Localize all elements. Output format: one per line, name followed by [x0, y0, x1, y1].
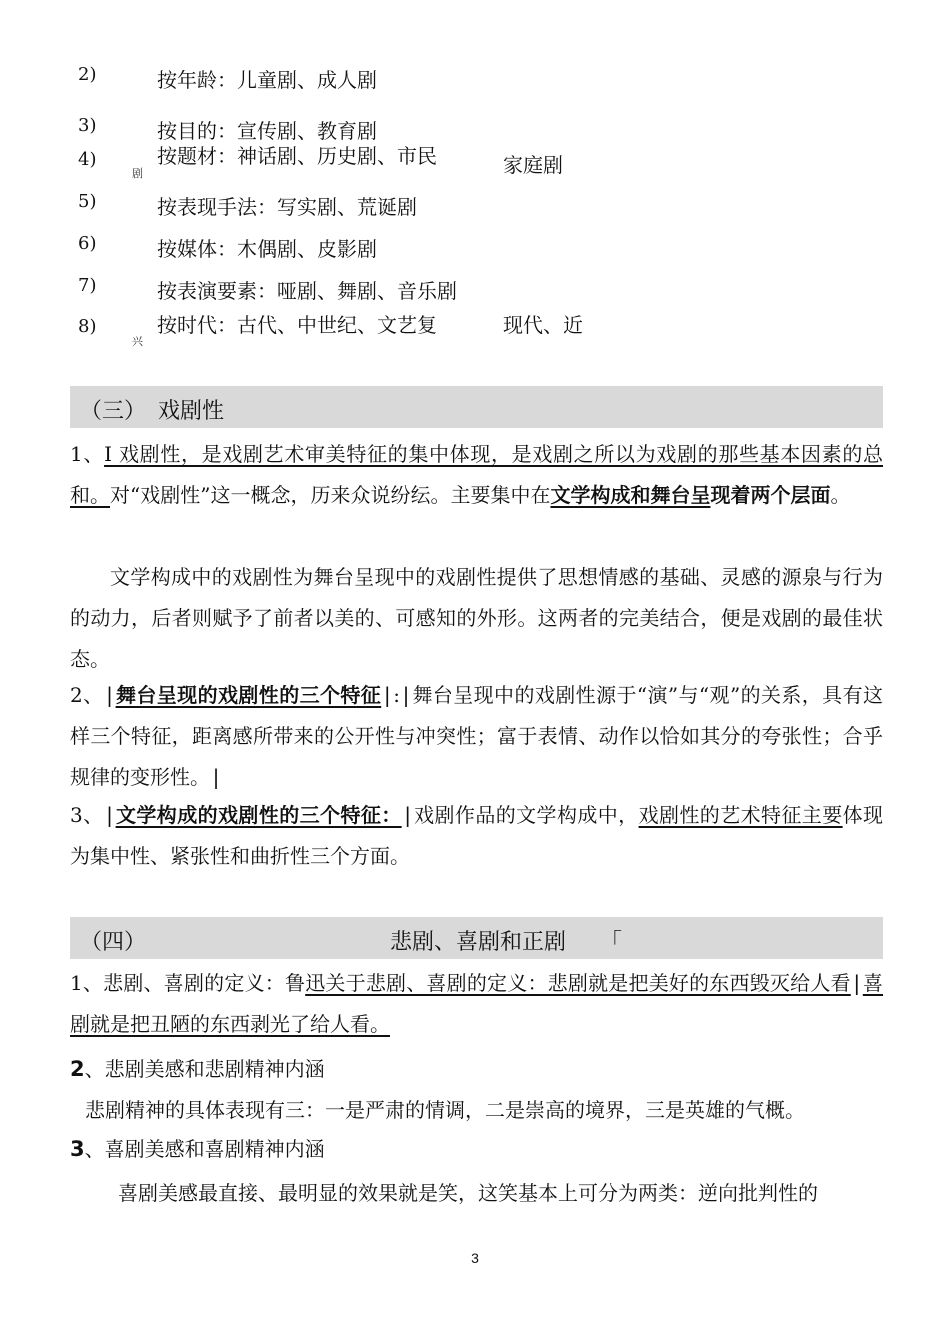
- body-text: 1、悲剧、喜剧的定义：鲁: [70, 971, 306, 995]
- page-number: 3: [471, 1250, 479, 1266]
- section-number: （四）: [80, 930, 147, 955]
- section-header-4: （四） 悲剧、喜剧和正剧 「: [70, 917, 883, 959]
- list-number: 3): [78, 115, 97, 136]
- bold-underlined-text: 舞台呈现的戏剧性的三个特征: [115, 683, 382, 707]
- section-title: 悲剧、喜剧和正剧: [390, 930, 567, 955]
- paragraph-tragedy-spirit: 悲剧精神的具体表现有三：一是严肃的情调，二是崇高的境界，三是英雄的气概。: [85, 1098, 805, 1122]
- list-number: 4): [78, 149, 97, 170]
- list-number: 2): [78, 64, 97, 85]
- underlined-text: 迅关于悲剧、喜剧的定义：悲剧就是把美好的东西毁灭给人看: [305, 971, 851, 995]
- item-number: 1、: [70, 442, 105, 466]
- list-item-extra: 家庭剧: [503, 153, 563, 177]
- paragraph-tragedy-comedy-definition: 1、悲剧、喜剧的定义：鲁迅关于悲剧、喜剧的定义：悲剧就是把美好的东西毁灭给人看|喜剧就是把丑陋的东西剥光了给人看。: [70, 971, 884, 1036]
- body-text: 对“戏剧性”这一概念，历来众说纷纭。主要集中在: [110, 483, 551, 507]
- body-text: 舞台呈现中的戏剧性源于“演”与“观”的关系，具有这样三个特征，距离感所带来的公开性与冲突性；富于表情、动作以恰如其分的夸张性；合乎规律的变形性。: [70, 683, 883, 789]
- list-number: 6): [78, 233, 97, 254]
- bold-underlined-text: 文学构成的戏剧性的三个特征：: [115, 803, 402, 827]
- subheading-comedy: [70, 1133, 325, 1162]
- underlined-text: I 戏剧性，是戏剧艺术审美特征的集中体现，是戏剧之所以为戏剧的那些基本因素的总和。: [70, 442, 883, 507]
- item-number: 3、: [70, 803, 104, 827]
- list-number: 5): [78, 191, 97, 212]
- body-text: :: [393, 683, 400, 707]
- bold-underlined-text: 文学构成和舞台呈: [550, 483, 711, 507]
- underlined-text: 戏剧性的艺术特征主要: [638, 803, 843, 827]
- list-number: 8): [78, 316, 97, 337]
- bold-text: 现着两个层面: [710, 483, 831, 507]
- subheading-tragedy: [70, 1053, 325, 1082]
- list-item: 按媒体：木偶剧、皮影剧: [157, 237, 377, 261]
- list-item-fragment: 兴: [132, 335, 143, 348]
- list-item-extra: 现代、近: [503, 313, 583, 337]
- list-number: 7): [78, 275, 97, 296]
- section-header-3: [70, 386, 883, 428]
- list-item-fragment: 剧: [132, 167, 143, 180]
- list-item: 按年龄：儿童剧、成人剧: [157, 68, 377, 92]
- list-item: 按题材：神话剧、历史剧、市民: [157, 144, 437, 168]
- heading-text: 、悲剧美感和悲剧精神内涵: [84, 1057, 325, 1081]
- item-number: 2、: [70, 683, 104, 707]
- paragraph-stage-features: 2、|舞台呈现的戏剧性的三个特征|:|舞台呈现中的戏剧性源于“演”与“观”的关系，具有这样三个特征，距离感所带来的公开性与冲突性；富于表情、动作以恰如其分的夸张性；合乎规律的变形性。|: [70, 683, 883, 789]
- section-number: （三）: [80, 399, 147, 424]
- body-text: 体现为集中性、紧张性和曲折性三个方面。: [70, 803, 884, 868]
- list-item: 按时代：古代、中世纪、文艺复: [157, 313, 437, 337]
- body-text: 戏剧作品的文学构成中，: [413, 803, 639, 827]
- paragraph-literary-features: 3、|文学构成的戏剧性的三个特征：|戏剧作品的文学构成中，戏剧性的艺术特征主要体现为集中性、紧张性和曲折性三个方面。: [70, 803, 884, 868]
- heading-number: 3: [70, 1137, 85, 1161]
- underlined-text: 喜剧就是把丑陋的东西剥光了给人看。: [70, 971, 884, 1036]
- list-item: 按目的：宣传剧、教育剧: [157, 119, 377, 143]
- heading-number: 2: [70, 1057, 85, 1081]
- paragraph-comedy-effect: 喜剧美感最直接、最明显的效果就是笑，这笑基本上可分为两类：逆向批判性的: [118, 1181, 818, 1205]
- section-title: 戏剧性: [158, 399, 225, 424]
- paragraph-relation: 文学构成中的戏剧性为舞台呈现中的戏剧性提供了思想情感的基础、灵感的源泉与行为的动力，后者则赋予了前者以美的、可感知的外形。这两者的完美结合，便是戏剧的最佳状态。: [70, 565, 883, 671]
- list-item: 按表演要素：哑剧、舞剧、音乐剧: [157, 279, 457, 303]
- body-text: 。: [830, 483, 851, 507]
- list-item: 按表现手法：写实剧、荒诞剧: [157, 195, 417, 219]
- paragraph-drama-definition: [70, 434, 883, 516]
- heading-text: 、喜剧美感和喜剧精神内涵: [84, 1137, 325, 1161]
